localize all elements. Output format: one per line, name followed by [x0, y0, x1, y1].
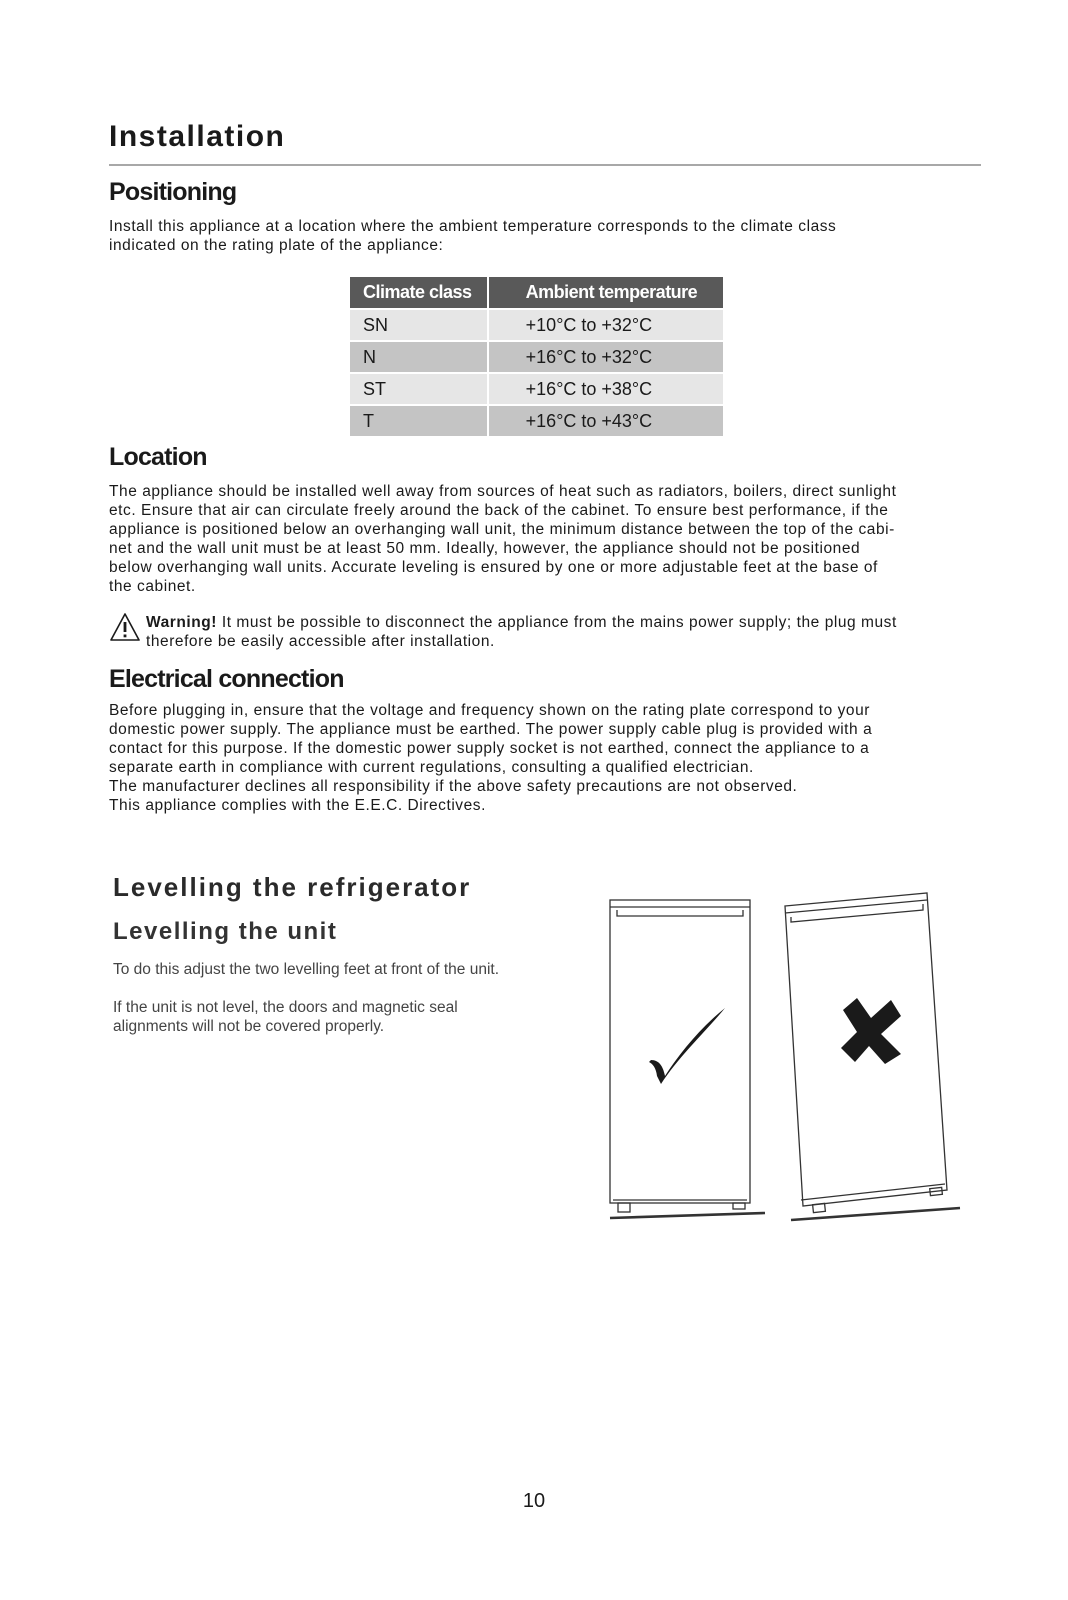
- text-line: domestic power supply. The appliance must be earthed. The power supply cable plug is provided with a: [109, 721, 873, 738]
- levelling-title: Levelling the refrigerator: [113, 872, 472, 902]
- text-line: The manufacturer declines all responsibility if the above safety precautions are not observed.: [109, 778, 798, 795]
- table-cell: N: [350, 341, 488, 373]
- column-header-climate-class: Climate class: [350, 277, 488, 309]
- text-line: separate earth in compliance with current regulations, consulting a qualified electrician.: [109, 759, 754, 776]
- location-paragraph: [109, 482, 896, 596]
- levelling-illustration: [605, 888, 975, 1248]
- table-header-row: [350, 277, 723, 309]
- text-line: therefore be easily accessible after installation.: [146, 633, 495, 650]
- warning-label: Warning!: [146, 614, 217, 631]
- levelling-subtitle: Levelling the unit: [113, 918, 338, 945]
- electrical-heading: Electrical connection: [109, 665, 344, 693]
- text-line: If the unit is not level, the doors and magnetic seal: [113, 999, 458, 1016]
- levelling-instruction: To do this adjust the two levelling feet at front of the unit.: [113, 961, 500, 978]
- climate-class-table: [350, 277, 723, 436]
- table-row: [350, 373, 723, 405]
- levelling-warning: [113, 998, 458, 1036]
- column-header-ambient-temperature: Ambient temperature: [488, 277, 723, 309]
- table-cell: +16°C to +38°C: [488, 373, 723, 405]
- table-cell: ST: [350, 373, 488, 405]
- text-line: net and the wall unit must be at least 50 mm. Ideally, however, the appliance should not be positioned: [109, 540, 861, 557]
- table-cell: SN: [350, 309, 488, 341]
- title-divider: [109, 164, 981, 166]
- text-line: The appliance should be installed well away from sources of heat such as radiators, boilers, direct sunlight: [109, 483, 897, 500]
- page-number: 10: [522, 1490, 546, 1512]
- warning-note: [146, 613, 897, 651]
- text-line: below overhanging wall units. Accurate leveling is ensured by one or more adjustable feet at the base of: [109, 559, 878, 576]
- positioning-heading: Positioning: [109, 178, 237, 206]
- text-line: [146, 613, 897, 632]
- table-cell: +10°C to +32°C: [488, 309, 723, 341]
- table-cell: +16°C to +32°C: [488, 341, 723, 373]
- text-line: etc. Ensure that air can circulate freely around the back of the cabinet. To ensure best performance, if the: [109, 502, 889, 519]
- location-heading: Location: [109, 443, 207, 471]
- text-line: This appliance complies with the E.E.C. Directives.: [109, 797, 486, 814]
- table-cell: +16°C to +43°C: [488, 405, 723, 436]
- table-row: [350, 405, 723, 436]
- level-refrigerator: [610, 900, 765, 1218]
- text-line: appliance is positioned below an overhanging wall unit, the minimum distance between the top of the cabi-: [109, 521, 895, 538]
- text-line: indicated on the rating plate of the appliance:: [109, 237, 444, 254]
- table-cell: T: [350, 405, 488, 436]
- table-row: [350, 309, 723, 341]
- table-row: [350, 341, 723, 373]
- cross-icon: [841, 998, 901, 1064]
- page-title: Installation: [109, 120, 286, 153]
- text-line: alignments will not be covered properly.: [113, 1018, 385, 1035]
- checkmark-icon: [649, 1008, 725, 1084]
- positioning-intro: [109, 217, 836, 255]
- text-line: Install this appliance at a location where the ambient temperature corresponds to the climate class: [109, 218, 837, 235]
- text-line: Before plugging in, ensure that the voltage and frequency shown on the rating plate correspond to your: [109, 702, 870, 719]
- electrical-paragraph: [109, 701, 872, 815]
- tilted-refrigerator: [785, 893, 960, 1220]
- warning-triangle-icon: [109, 612, 141, 642]
- warning-text: It must be possible to disconnect the appliance from the mains power supply; the plug must: [216, 614, 897, 631]
- text-line: contact for this purpose. If the domestic power supply socket is not earthed, connect the appliance to a: [109, 740, 870, 757]
- text-line: the cabinet.: [109, 578, 196, 595]
